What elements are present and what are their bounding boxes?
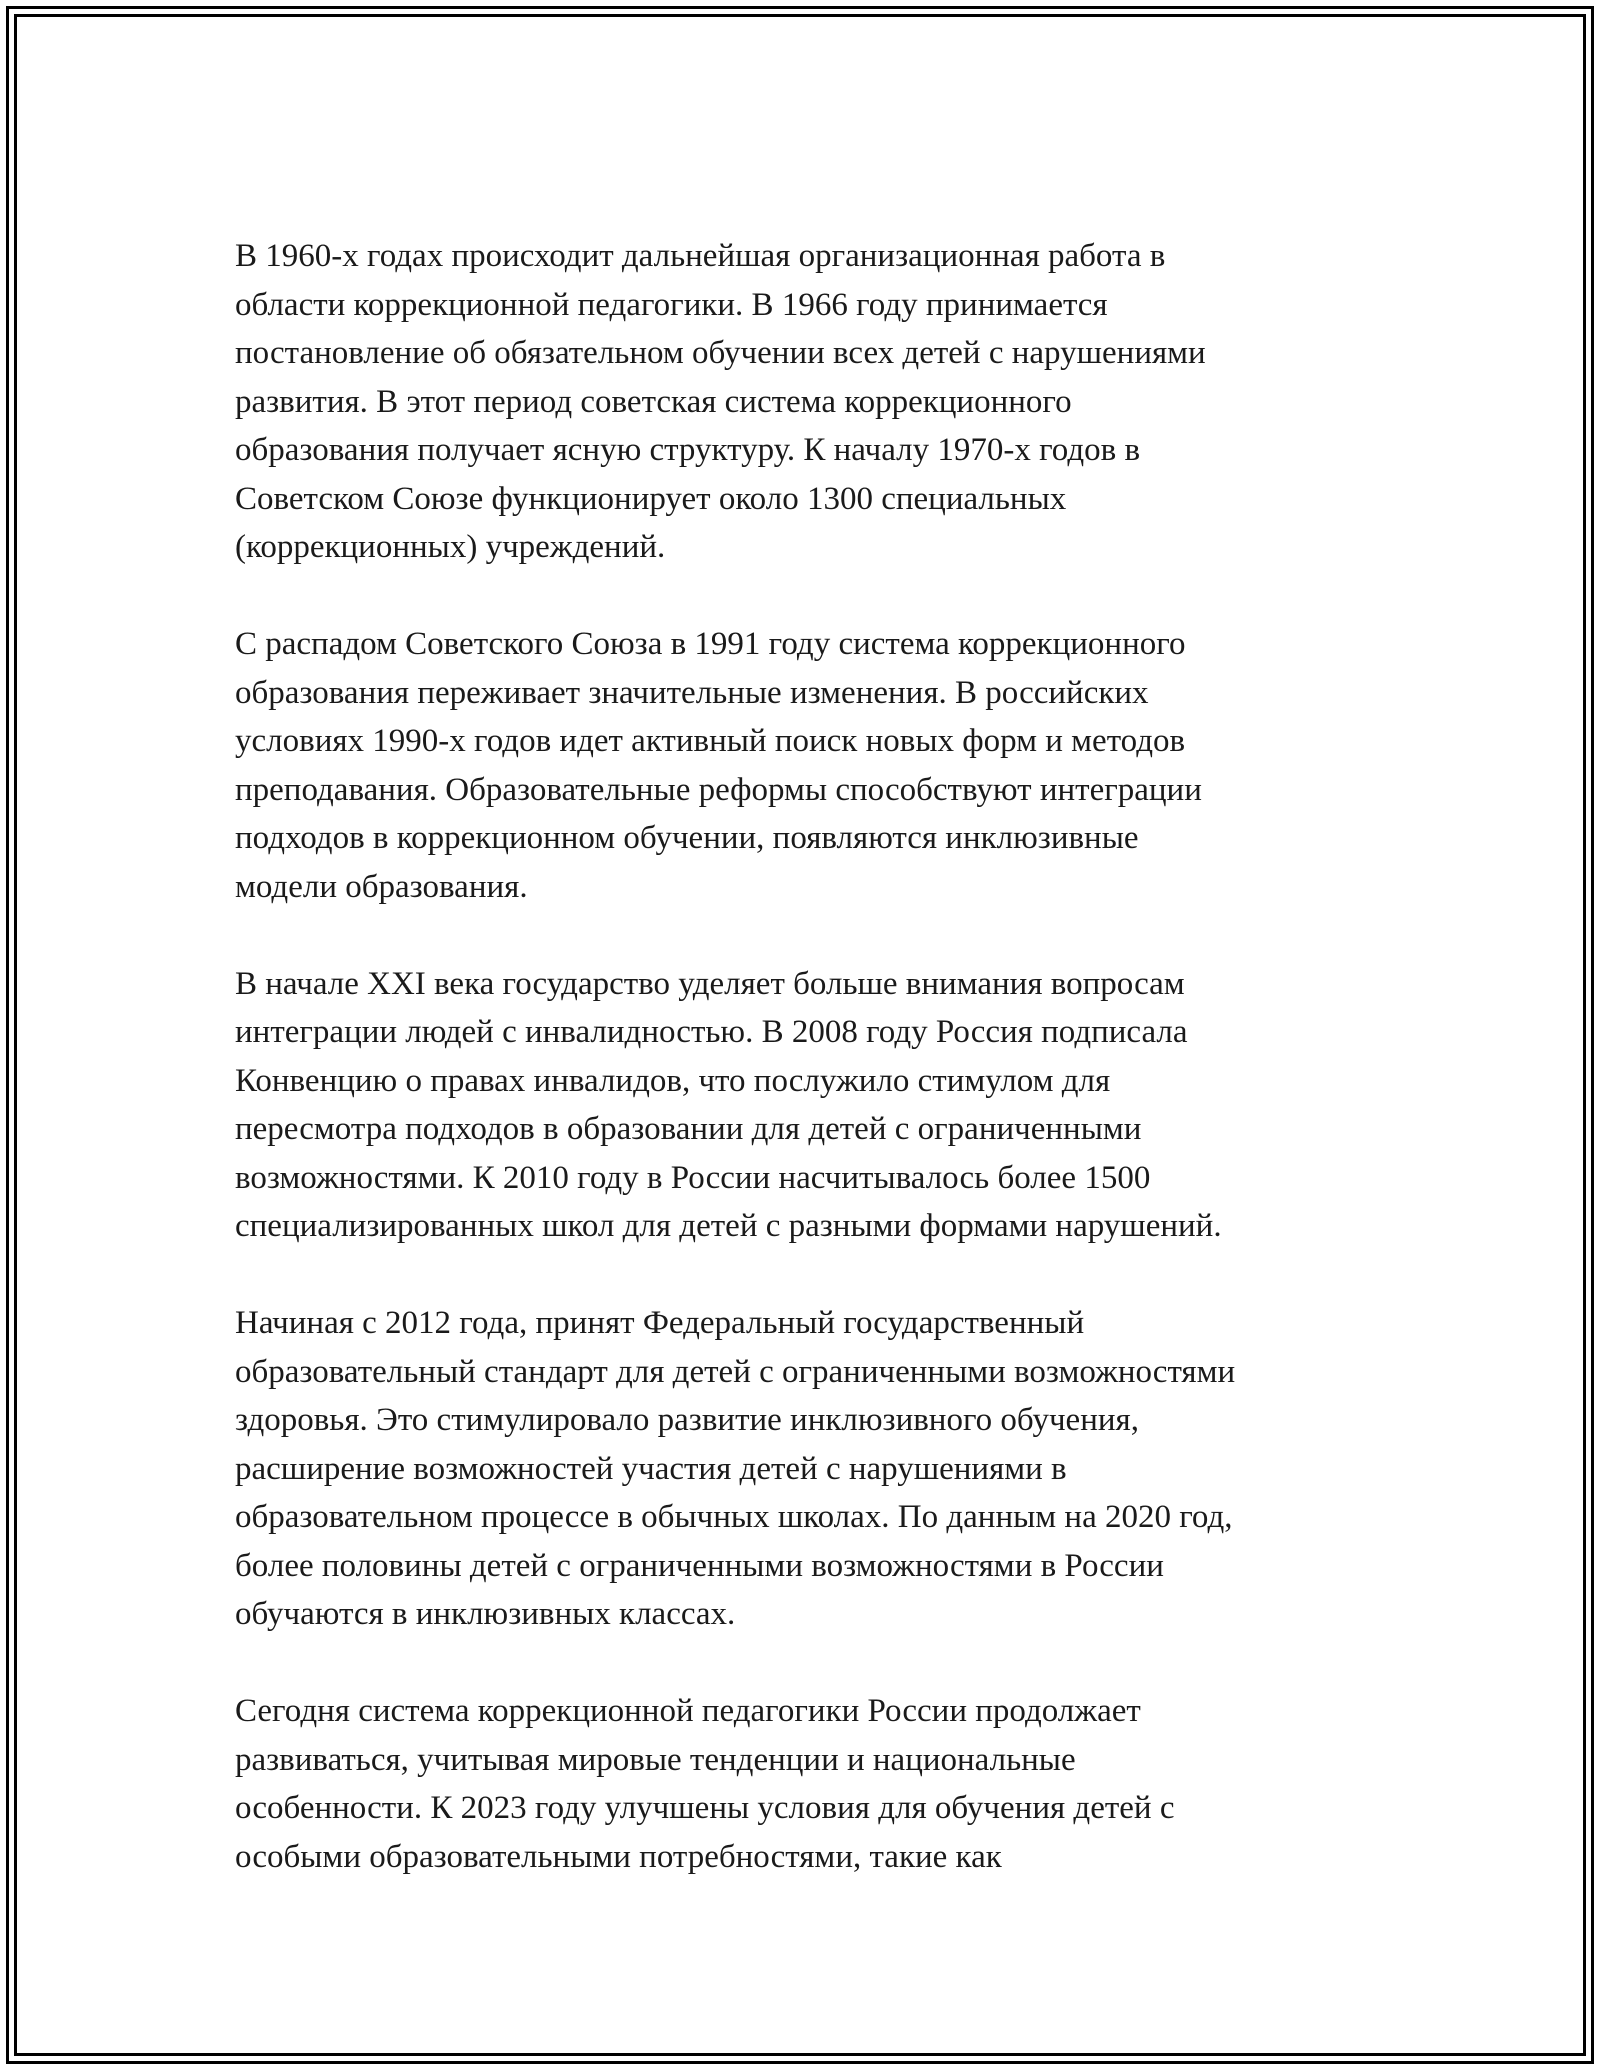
paragraph-2012: Начиная с 2012 года, принят Федеральный государственный образовательный стандарт для детей с ограниченными возможностями здоровья. Это стимулировало развитие инклюзивного обучения, расширение возможностей участия детей с нарушениями в образовательном процессе в обычных школах. По данным на 2020 год, более половины детей с ограниченными возможностями в России обучаются в инклюзивных классах. [235, 1305, 1236, 1632]
paragraph-1960s: В 1960-х годах происходит дальнейшая организационная работа в области коррекционной педагогики. В 1966 году принимается постановление об обязательном обучении всех детей с нарушениями развития. В этот период советская система коррекционного образования получает ясную структуру. К началу 1970-х годов в Советском Союзе функционирует около 1300 специальных (коррекционных) учреждений. [235, 238, 1206, 565]
paragraph-today: Сегодня система коррекционной педагогики России продолжает развиваться, учитывая мировые тенденции и национальные особенности. К 2023 году улучшены условия для обучения детей с особыми образовательными потребностями, такие как [235, 1693, 1175, 1875]
paragraph-1991: С распадом Советского Союза в 1991 году система коррекционного образования переживает значительные изменения. В российских условиях 1990-х годов идет активный поиск новых форм и методов преподавания. Образовательные реформы способствуют интеграции подходов в коррекционном обучении, появляются инклюзивные модели образования. [235, 626, 1202, 905]
paragraph-21st-century: В начале XXI века государство уделяет больше внимания вопросам интеграции людей с инвалидностью. В 2008 году Россия подписала Конвенцию о правах инвалидов, что послужило стимулом для пересмотра подходов в образовании для детей с ограниченными возможностями. К 2010 году в России насчитывалось более 1500 специализированных школ для детей с разными формами нарушений. [235, 965, 1222, 1244]
document-body [235, 232, 1375, 1881]
